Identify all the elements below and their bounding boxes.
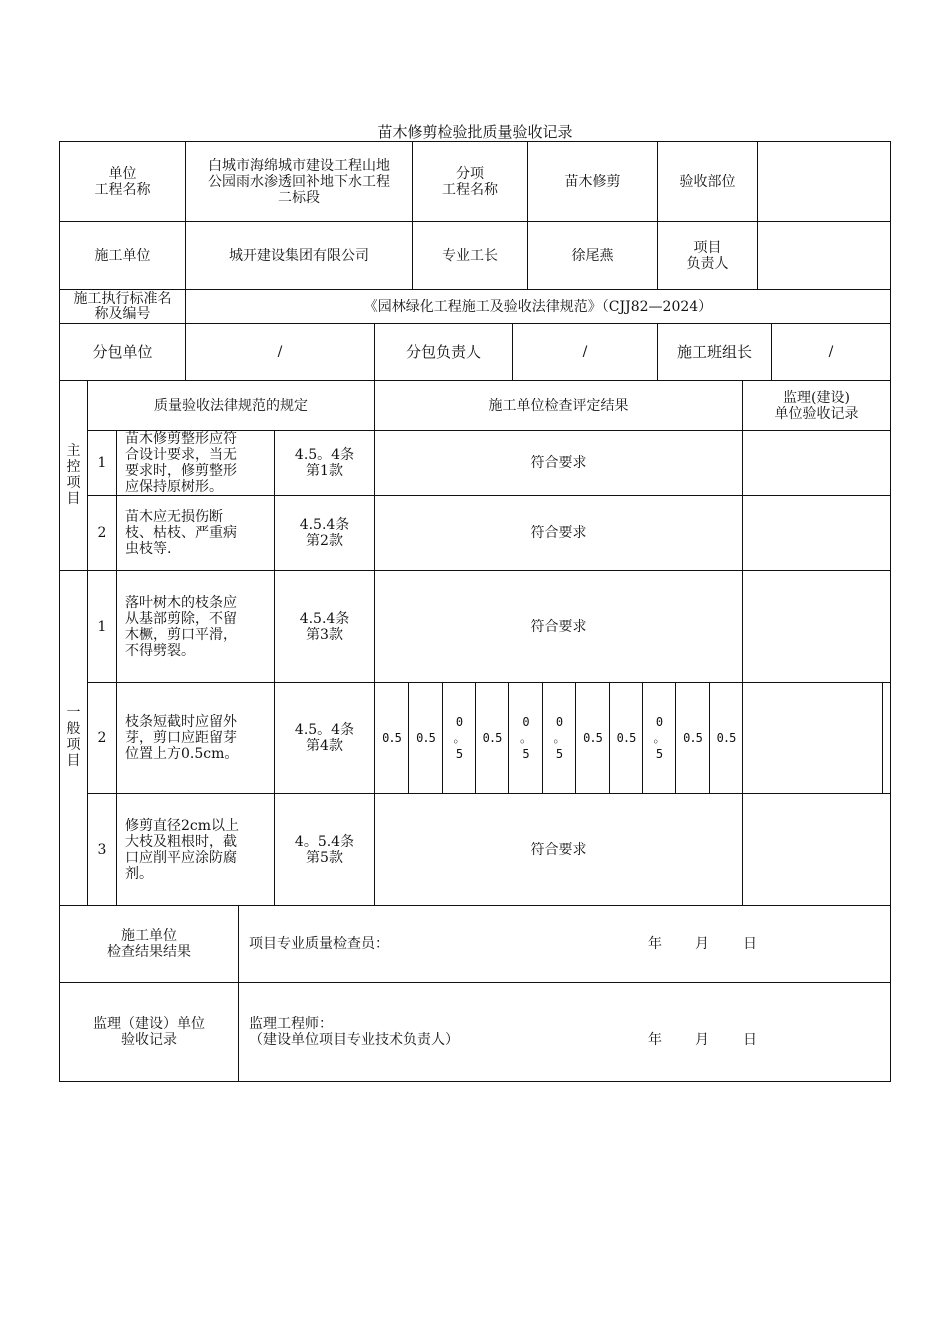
general-item-1-text: 落叶树木的枝条应 从基部剪除，不留 木橛，剪口平滑， 不得劈裂。 xyxy=(125,594,237,659)
project-manager-value[interactable] xyxy=(758,222,890,289)
standard-label: 施工执行标准名 称及编号 xyxy=(73,290,172,322)
supervision-date-year: 年 xyxy=(648,1032,662,1048)
measurement-cell: 0.5 xyxy=(482,731,502,745)
project-manager-label: 项目 负责人 xyxy=(686,239,729,272)
sub-project-value: 苗木修剪 xyxy=(564,173,621,190)
general-item-1-supervision[interactable] xyxy=(743,571,890,682)
measurement-cell: 0.5 xyxy=(716,731,736,745)
main-item-2-no: 2 xyxy=(97,525,107,541)
general-item-1-result: 符合要求 xyxy=(530,618,587,635)
measurement-cell: 0.5 xyxy=(382,731,401,745)
general-item-3-text: 修剪直径2cm以上 大枝及粗根时，截 口应削平应涂防腐 剂。 xyxy=(125,817,240,882)
general-item-1-clause: 4.5.4条 第3款 xyxy=(299,610,350,643)
main-item-2-clause: 4.5.4条 第2款 xyxy=(299,517,350,549)
measurement-cell: 0 。 5 xyxy=(453,715,465,761)
unit-project-label: 单位 工程名称 xyxy=(94,165,151,198)
general-items-label-text: 一般项目 xyxy=(66,705,81,769)
page-title: 苗木修剪检验批质量验收记录 xyxy=(377,123,573,141)
inspector-label: 项目专业质量检查员： xyxy=(249,936,389,952)
foreman-label: 专业工长 xyxy=(442,247,498,264)
supervision-date-day: 日 xyxy=(743,1032,757,1048)
contractor-date-year: 年 xyxy=(648,936,662,952)
team-leader-value: / xyxy=(828,344,834,360)
measurement-cell: 0.5 xyxy=(416,731,435,745)
general-item-3-supervision[interactable] xyxy=(743,794,890,905)
supervision-date-month: 月 xyxy=(695,1032,709,1048)
general-item-2-supervision[interactable] xyxy=(743,683,882,793)
general-item-2-clause: 4.5。4条 第4款 xyxy=(294,722,355,754)
general-item-2-no: 2 xyxy=(97,730,107,746)
contractor-value: 城开建设集团有限公司 xyxy=(229,247,369,264)
main-item-1-text: 苗木修剪整形应符 合设计要求，当无 要求时，修剪整形 应保持原树形。 xyxy=(125,431,237,495)
main-item-2-supervision[interactable] xyxy=(743,496,890,570)
acceptance-part-value[interactable] xyxy=(758,142,890,221)
main-item-1-no: 1 xyxy=(97,455,107,471)
supervision-record-label: 监理（建设）单位 验收记录 xyxy=(93,1016,205,1048)
measurement-cell: 0 。 5 xyxy=(519,715,531,761)
measurement-cell: 0 。 5 xyxy=(653,715,665,761)
acceptance-part-label: 验收部位 xyxy=(679,173,736,190)
contractor-result-label: 施工单位 检查结果结果 xyxy=(107,928,191,960)
general-item-2-text: 枝条短截时应留外 芽，剪口应距留芽 位置上方0.5cm。 xyxy=(125,714,239,762)
unit-project-value: 白城市海绵城市建设工程山地 公园雨水渗透回补地下水工程 二标段 xyxy=(208,157,390,206)
contractor-label: 施工单位 xyxy=(94,247,151,264)
measurement-cell: 0.5 xyxy=(616,731,636,745)
team-leader-label: 施工班组长 xyxy=(676,343,752,361)
general-item-1-no: 1 xyxy=(97,618,107,635)
sub-project-label: 分项 工程名称 xyxy=(442,165,498,198)
general-item-3-no: 3 xyxy=(97,841,107,858)
subcontractor-label: 分包单位 xyxy=(92,343,153,361)
subcontractor-manager-value: / xyxy=(582,344,588,360)
column-header-supervision: 监理(建设) 单位验收记录 xyxy=(774,389,859,422)
engineer-label: 监理工程师： （建设单位项目专业技术负责人） xyxy=(249,1016,459,1048)
column-header-spec: 质量验收法律规范的规定 xyxy=(154,397,308,414)
main-items-label xyxy=(60,381,87,570)
table-rule xyxy=(890,141,891,1081)
contractor-date-day: 日 xyxy=(743,936,757,952)
measurement-cell: 0.5 xyxy=(683,731,702,745)
subcontractor-manager-label: 分包负责人 xyxy=(405,343,481,361)
main-item-2-result: 符合要求 xyxy=(530,525,587,541)
subcontractor-value: / xyxy=(277,344,283,360)
general-item-3-result: 符合要求 xyxy=(530,841,587,858)
measurement-cell: 0 。 5 xyxy=(553,715,565,761)
main-items-label-text: 主控项目 xyxy=(66,443,81,507)
measurement-cell: 0.5 xyxy=(583,731,602,745)
general-items-label xyxy=(60,571,87,905)
general-item-3-clause: 4。5.4条 第5款 xyxy=(294,833,355,866)
table-rule xyxy=(59,1081,891,1082)
standard-value: 《园林绿化工程施工及验收法律规范》（CJJ82—2024） xyxy=(363,298,713,315)
foreman-value: 徐尾燕 xyxy=(571,247,614,264)
main-item-2-text: 苗木应无损伤断 枝、枯枝、严重病 虫枝等. xyxy=(125,509,237,557)
table-rule xyxy=(238,905,239,1081)
main-item-1-result: 符合要求 xyxy=(530,455,587,471)
main-item-1-supervision[interactable] xyxy=(743,431,890,495)
column-header-result: 施工单位检查评定结果 xyxy=(488,397,629,414)
table-rule xyxy=(882,682,883,793)
contractor-date-month: 月 xyxy=(695,936,709,952)
main-item-1-clause: 4.5。4条 第1款 xyxy=(294,447,355,479)
